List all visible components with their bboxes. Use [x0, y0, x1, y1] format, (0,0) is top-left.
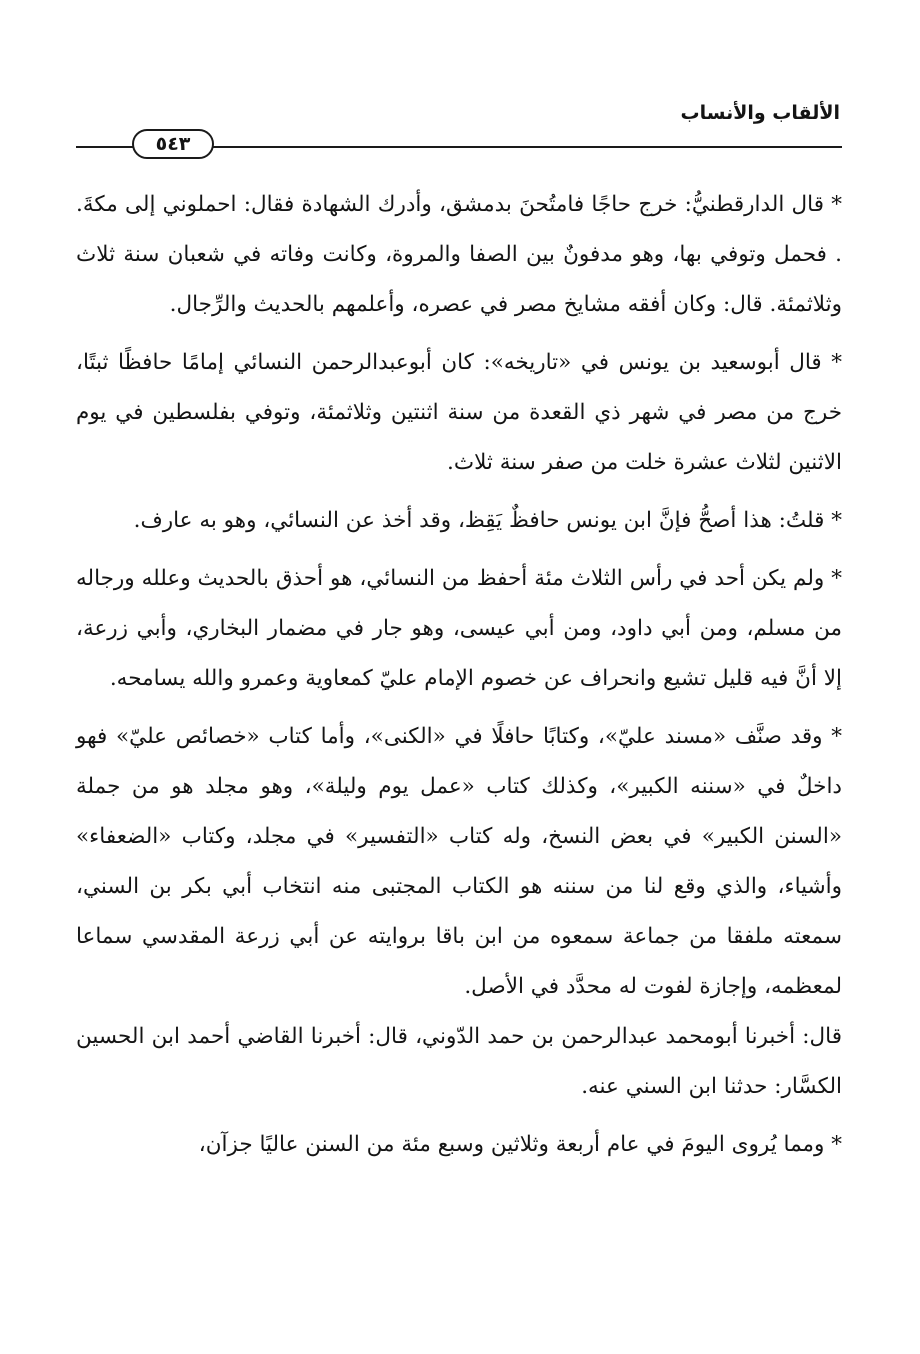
paragraph-riwaya: * ومما يُروى اليومَ في عام أربعة وثلاثين وسبع مئة من السنن عاليًا جزآن،	[198, 1132, 842, 1157]
paragraph-daraqutni: * قال الدارقطنيُّ: خرج حاجًا فامتُحنَ بدمشق، وأدرك الشهادة فقال: احملوني إلى مكةَ. . فحمل وتوفي بها، وهو مدفونٌ بين الصفا والمروة، وكانت وفاته في شعبان سنة ثلاث وثلاثمئة. قال: وكان أفقه مشايخ مصر في عصره، وأعلمهم بالحديث والرِّجال.	[76, 192, 842, 317]
page-number: ٥٤٣	[132, 129, 214, 159]
paragraph-isnad: قال: أخبرنا أبومحمد عبدالرحمن بن حمد الدّوني، قال: أخبرنا القاضي أحمد ابن الحسين الكسَّار: حدثنا ابن السني عنه.	[76, 1024, 842, 1099]
paragraph-ibn-yunus: * قال أبوسعيد بن يونس في «تاريخه»: كان أبوعبدالرحمن النسائي إمامًا حافظًا ثبتًا، خرج من مصر في شهر ذي القعدة من سنة اثنتين وثلاثمئة، وتوفي بفلسطين في يوم الاثنين لثلاث عشرة خلت من صفر سنة ثلاث.	[76, 350, 842, 475]
paragraph-author-note: * قلتُ: هذا أصحُّ فإنَّ ابن يونس حافظٌ يَقِظ، وقد أخذ عن النسائي، وهو به عارف.	[133, 508, 842, 533]
running-title: الألقاب والأنساب	[680, 102, 840, 124]
paragraph-hifz: * ولم يكن أحد في رأس الثلاث مئة أحفظ من النسائي، هو أحذق بالحديث وعلله ورجاله من مسلم، ومن أبي داود، ومن أبي عيسى، وهو جار في مضمار البخاري، وأبي زرعة، إلا أنَّ فيه قليل تشيع وانحراف عن خصوم الإمام عليّ كمعاوية وعمرو والله يسامحه.	[76, 566, 842, 691]
body-text	[76, 180, 842, 1178]
paragraph-works: * وقد صنَّف «مسند عليّ»، وكتابًا حافلًا في «الكنى»، وأما كتاب «خصائص عليّ» فهو داخلٌ في «سننه الكبير»، وكذلك كتاب «عمل يوم وليلة»، وهو مجلد هو من جملة «السنن الكبير» في بعض النسخ، وله كتاب «التفسير» في مجلد، وكتاب «الضعفاء» وأشياء، والذي وقع لنا من سننه هو الكتاب المجتبى منه انتخاب أبي بكر بن السني، سمعته ملفقا من جماعة سمعوه من ابن باقا بروايته عن أبي زرعة المقدسي سماعا لمعظمه، وإجازة لفوت له محدَّد في الأصل.	[76, 724, 842, 999]
